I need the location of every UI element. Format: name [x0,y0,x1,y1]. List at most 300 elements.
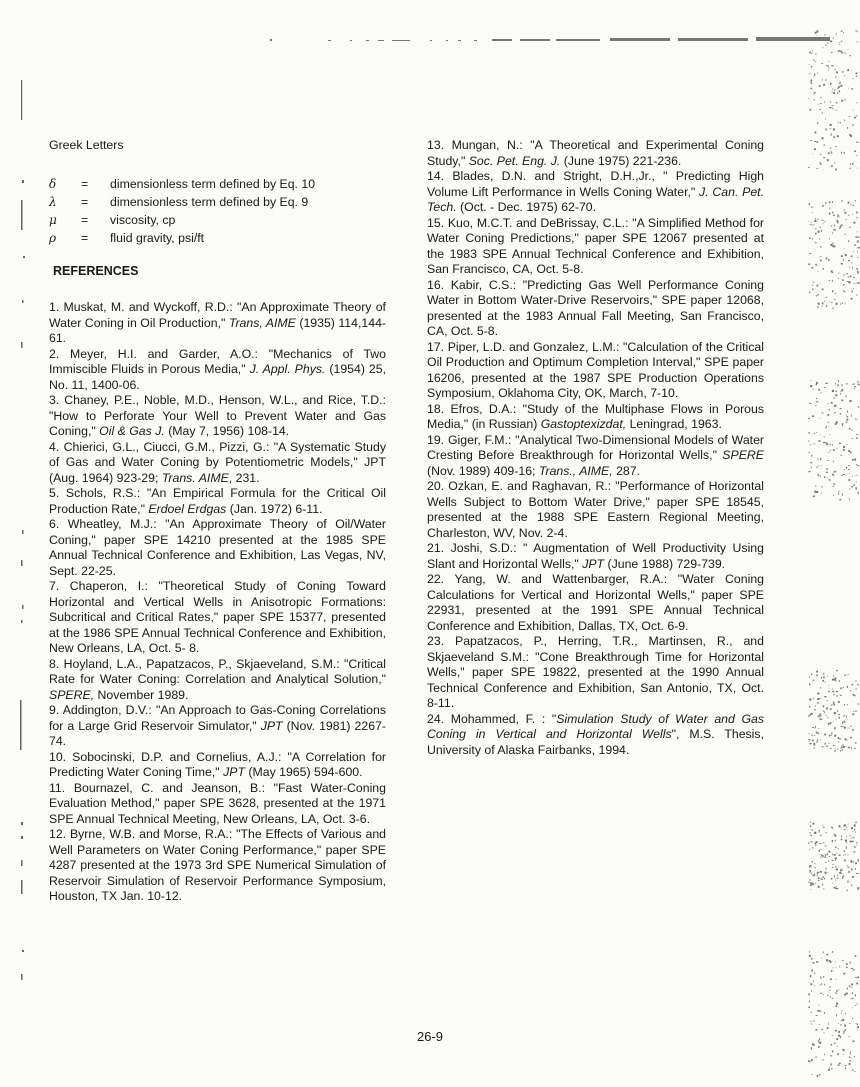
scan-speckle [811,1012,813,1013]
scan-speckle [825,846,827,847]
scan-speckle [817,168,818,169]
scan-speckle [851,885,852,887]
scan-speckle [822,112,823,114]
scan-speckle [846,716,847,718]
scan-speckle [810,835,812,836]
reference-number: 6. [49,517,68,531]
scan-speckle [831,970,832,972]
scan-speckle [838,714,840,715]
scan-speckle [845,1067,846,1069]
scan-speckle [842,280,844,281]
scan-speckle [818,1046,820,1048]
scan-speckle [835,391,837,392]
scan-speckle [811,713,813,715]
scan-speckle [856,217,858,218]
scan-speckle [815,883,816,884]
scan-speckle [839,443,841,444]
reference-number: 17. [427,339,448,354]
scan-speckle [839,84,840,85]
scan-speckle [841,152,842,153]
scan-speckle [828,70,829,71]
reference-number: 5. [49,486,66,500]
greek-letters-list [49,175,386,247]
scan-speckle [830,722,832,724]
scan-speckle [811,1024,813,1025]
scan-speckle [809,291,810,293]
scan-speckle [856,688,857,689]
scan-speckle [846,836,847,837]
scan-speckle [855,862,857,864]
reference-item [427,340,764,402]
references-list-left [49,300,386,905]
scan-speckle [824,1012,825,1014]
scan-speckle [858,247,860,249]
scan-speckle [820,976,821,978]
scan-speckle [835,888,836,889]
scan-speckle [849,116,851,117]
scan-speckle [816,384,817,385]
scan-speckle [818,877,820,879]
scan-speckle [833,449,835,450]
scan-speckle [845,303,846,305]
scan-speckle [826,868,827,870]
scan-speckle [822,137,824,139]
reference-italic-text: Simulation Study of Water and Gas Coning in Vertical and Horizontal Wells [427,711,765,741]
reference-item [49,657,386,704]
scan-speckle [830,107,831,109]
scan-speckle [857,220,858,221]
reference-text: Hoyland, L.A., Papatzacos, P., Skjaeveland, S.M.: "Critical Rate for Water Coning: Correlation and Analytical Solution," [49,656,386,686]
scan-speckle [855,200,856,201]
scan-speckle [847,740,848,741]
scan-speckle [821,413,823,414]
reference-number: 8. [49,656,64,671]
scan-speckle [808,715,809,717]
scan-speckle [836,979,837,980]
scan-speckle [828,61,829,62]
reference-number: 14. [427,169,453,183]
reference-number: 13. [427,138,452,152]
equals-sign: = [81,230,89,245]
scan-speckle [817,141,819,143]
scan-speckle [845,212,847,214]
scan-speckle [809,676,810,678]
scan-speckle [847,416,849,417]
scan-speckle [816,491,818,493]
scan-speckle [833,461,834,462]
scan-speckle [823,827,825,828]
scan-speckle [835,866,836,867]
scan-speckle [815,220,817,222]
scan-speckle [842,494,843,496]
reference-text: Sobocinski, D.P. and Cornelius, A.J.: "A Correlation for Predicting Water Coning Time," [49,749,387,779]
scan-speckle [829,735,830,737]
scan-speckle [832,88,833,90]
scan-speckle [835,383,836,385]
scan-speckle [846,963,848,965]
scan-speckle [820,98,821,99]
scan-speckle [826,297,828,298]
scan-speckle [842,423,844,425]
scan-speckle [812,50,813,51]
scan-speckle [843,284,844,285]
scan-speckle [824,711,825,713]
scan-speckle [830,41,832,43]
reference-text: (June 1988) 729-739. [604,556,726,571]
scan-speckle [823,84,825,86]
scan-speckle [826,959,828,961]
scan-speckle [828,860,829,861]
scan-speckle [817,741,818,743]
scan-speckle [856,873,858,874]
scan-speckle [830,101,831,103]
scan-speckle [827,414,829,416]
scan-speckle [829,280,830,281]
scan-speckle [810,713,811,715]
scan-speckle [839,499,841,500]
reference-text: Blades, D.N. and Stright, D.H.,Jr., " Predicting High Volume Lift Performance in Wells Coning Water," [427,169,764,199]
scan-speckle [852,214,853,215]
scan-speckle [846,383,847,385]
scan-speckle [808,264,810,266]
scan-speckle [836,1003,838,1005]
greek-symbol: δ [49,176,57,191]
scan-speckle [825,854,827,855]
scan-speckle [820,418,821,419]
scan-speckle [814,985,815,986]
scan-speckle [821,96,822,97]
reference-number: 9. [49,703,63,717]
scan-speckle [833,679,834,680]
scan-speckle [841,41,842,42]
scan-speckle [842,744,843,745]
reference-item [427,138,764,169]
scan-speckle [851,984,853,986]
scan-speckle [851,868,852,870]
scan-speckle [855,1024,856,1025]
scan-speckle [814,74,815,76]
scan-speckle [817,698,819,700]
scan-speckle [848,88,849,89]
scan-speckle [810,1061,811,1063]
scan-speckle [858,492,859,494]
scan-speckle [841,1020,842,1021]
scan-speckle [837,92,838,94]
scan-speckle [856,115,857,116]
scan-speckle [824,696,826,697]
scan-speckle [842,30,843,32]
scan-speckle [808,98,809,99]
scan-speckle [847,704,848,705]
scan-speckle [852,291,853,293]
scan-speckle [819,162,820,163]
scan-speckle [828,685,829,686]
scan-speckle [849,168,851,169]
scan-speckle [846,273,847,274]
scan-speckle [835,169,837,171]
reference-italic-text: SPERE [722,448,764,462]
scan-speckle [823,676,825,678]
reference-number: 11. [49,780,74,795]
scan-speckle [815,218,816,219]
scan-speckle [817,740,818,741]
scan-speckle [847,890,848,892]
scan-speckle [833,484,835,485]
scan-speckle [844,715,845,716]
scan-speckle [821,230,822,232]
scan-speckle [842,960,844,961]
scan-speckle [845,52,846,54]
scan-speckle [837,216,838,217]
scan-speckle [809,253,811,254]
scan-speckle [848,465,850,466]
scan-speckle [838,1023,839,1024]
scan-speckle [822,302,824,304]
scan-speckle [830,735,831,736]
scan-speckle [839,216,840,217]
scan-speckle [824,301,825,302]
scan-speckle [827,676,828,677]
scan-speckle [813,875,815,877]
greek-letter-row [49,211,386,229]
scan-speckle [851,263,852,264]
scan-speckle [856,842,857,844]
scan-speckle [833,745,835,746]
scan-speckle [847,867,849,868]
scan-speckle [823,157,825,158]
scan-speckle [846,993,848,995]
scan-speckle [853,288,854,289]
scan-speckle [825,856,826,858]
scan-speckle [822,884,823,886]
scan-speckle [851,860,853,862]
scan-speckle [848,747,850,749]
scan-speckle [857,419,858,420]
scan-speckle [820,835,821,837]
scan-speckle [835,412,836,413]
scan-speckle [827,954,828,956]
reference-text: (Nov. 1981) 2267-74. [49,718,387,748]
scan-speckle [811,970,813,972]
scan-speckle [820,475,821,477]
scan-speckle [818,1010,819,1011]
scan-speckle [825,862,827,863]
reference-text: (May 1965) 594-600. [244,765,363,779]
scan-speckle [854,829,855,831]
scan-speckle [809,706,810,708]
scan-speckle [832,691,834,693]
scan-speckle [858,406,859,407]
scan-speckle [819,1024,821,1025]
scan-speckle [818,440,820,442]
scan-speckle [852,1070,854,1071]
scan-speckle [832,105,834,106]
scan-speckle [817,466,818,468]
scan-speckle [847,881,848,883]
scan-speckle [840,86,842,87]
scan-speckle [822,205,824,206]
scan-speckle [852,438,854,439]
left-column [49,138,386,905]
scan-speckle [853,711,854,712]
scan-speckle [815,53,816,54]
scan-speckle [856,155,857,156]
scan-speckle [829,201,831,203]
scan-speckle [854,283,855,284]
scan-speckle [835,423,837,425]
scan-speckle [822,220,824,221]
scan-speckle [848,450,850,452]
scan-speckle [844,727,846,729]
scan-speckle [836,990,837,992]
scan-speckle [836,868,838,870]
reference-text: Mohammed, F. : " [450,711,557,726]
reference-item [427,169,764,216]
scan-speckle [841,100,843,102]
scan-speckle [844,675,846,676]
scan-speckle [820,687,821,688]
scan-speckle [810,879,811,881]
scan-speckle [845,840,847,842]
scan-speckle [839,44,840,45]
scan-speckle [841,255,843,256]
scan-speckle [837,1046,838,1047]
scan-speckle [834,727,836,729]
scan-speckle [855,1071,856,1072]
scan-speckle [844,209,845,211]
scan-speckle [820,227,821,228]
reference-text: Kabir, C.S.: "Predicting Gas Well Performance Coning Water in Bottom Water-Drive Reservoirs," SPE paper 12068, presented at the 1983 Annual Fall Meeting, San Francisco, CA, Oct. 5-8. [427,277,764,338]
scan-speckle [855,955,857,957]
scan-speckle [831,705,833,706]
scan-speckle [824,102,825,104]
scan-speckle [824,476,825,478]
scan-speckle [836,102,838,103]
scan-speckle [829,990,831,991]
scan-speckle [816,295,817,296]
scan-speckle [808,739,810,740]
scan-speckle [813,444,815,445]
scan-speckle [847,988,848,990]
scan-speckle [822,746,824,747]
scan-speckle [817,1075,819,1077]
reference-item [49,486,386,517]
scan-speckle [853,124,854,126]
scan-speckle [843,449,845,451]
scan-speckle [827,460,829,461]
scan-speckle [843,687,844,688]
scan-noise-left-margin [20,60,40,1010]
scan-speckle [831,133,832,135]
scan-speckle [835,293,836,295]
scan-speckle [851,987,852,988]
scan-speckle [851,289,852,290]
scan-speckle [850,737,852,738]
scan-speckle [813,748,815,749]
reference-item [427,634,764,712]
scan-speckle [818,389,820,391]
scan-speckle [823,951,824,953]
scan-speckle [851,838,852,839]
scan-speckle [818,830,820,831]
scan-speckle [809,52,811,54]
scan-speckle [847,686,848,688]
scan-speckle [824,437,825,438]
scan-speckle [826,874,827,875]
reference-item [49,579,386,657]
scan-speckle [820,993,821,994]
scan-speckle [825,682,826,683]
scan-speckle [833,967,834,968]
scan-speckle [840,413,841,414]
scan-speckle [858,384,860,386]
scan-speckle [814,832,816,834]
scan-speckle [833,474,834,476]
scan-speckle [827,159,829,161]
scan-speckle [828,403,829,404]
reference-text: Giger, F.M.: "Analytical Two-Dimensional Models of Water Cresting Before Breakthrough for Horizontal Wells," [427,432,765,462]
scan-speckle [811,79,812,81]
scan-speckle [832,201,833,203]
scan-speckle [826,707,828,709]
scan-speckle [834,875,835,877]
scan-speckle [838,86,840,88]
scan-speckle [855,236,857,238]
scan-speckle [830,444,831,445]
scan-speckle [835,858,837,860]
scan-speckle [855,995,856,997]
scan-speckle [813,980,814,982]
scan-speckle [815,491,816,492]
scan-speckle [857,381,858,383]
scan-speckle [842,877,843,879]
scan-speckle [828,960,829,962]
scan-speckle [846,967,848,968]
scan-speckle [856,283,857,284]
scan-speckle [834,409,835,410]
scan-speckle [846,827,847,828]
scan-speckle [844,859,846,861]
scan-speckle [834,300,836,301]
scan-speckle [809,955,811,957]
equals-sign: = [81,212,89,227]
scan-speckle [817,294,818,295]
scan-speckle [812,734,813,736]
reference-text: Chaperon, I.: "Theoretical Study of Coning Toward Horizontal and Vertical Wells in Anisotropic Formations: Subcritical and Critical Rates," paper SPE 15377, presented at the 1986 SPE Annual Technical Conference and Exhibition, New Orleans, LA, Oct. 5- 8. [49,579,386,655]
scan-speckle [822,289,824,291]
scan-speckle [841,263,843,265]
scan-speckle [821,487,823,488]
scan-speckle [808,432,810,433]
scan-speckle [831,878,833,880]
scan-speckle [821,465,822,466]
scan-speckle [823,825,824,827]
scan-speckle [852,78,853,79]
scan-speckle [851,827,853,829]
scan-speckle [855,487,857,489]
scan-speckle [833,136,835,138]
scan-speckle [818,886,820,888]
scan-speckle [811,455,812,457]
scan-speckle [814,973,815,974]
scan-speckle [844,469,845,470]
scan-speckle [848,674,849,675]
scan-speckle [834,679,836,681]
scan-speckle [835,146,837,147]
greek-symbol: μ [49,212,57,227]
scan-speckle [834,834,836,835]
scan-speckle [829,426,830,427]
